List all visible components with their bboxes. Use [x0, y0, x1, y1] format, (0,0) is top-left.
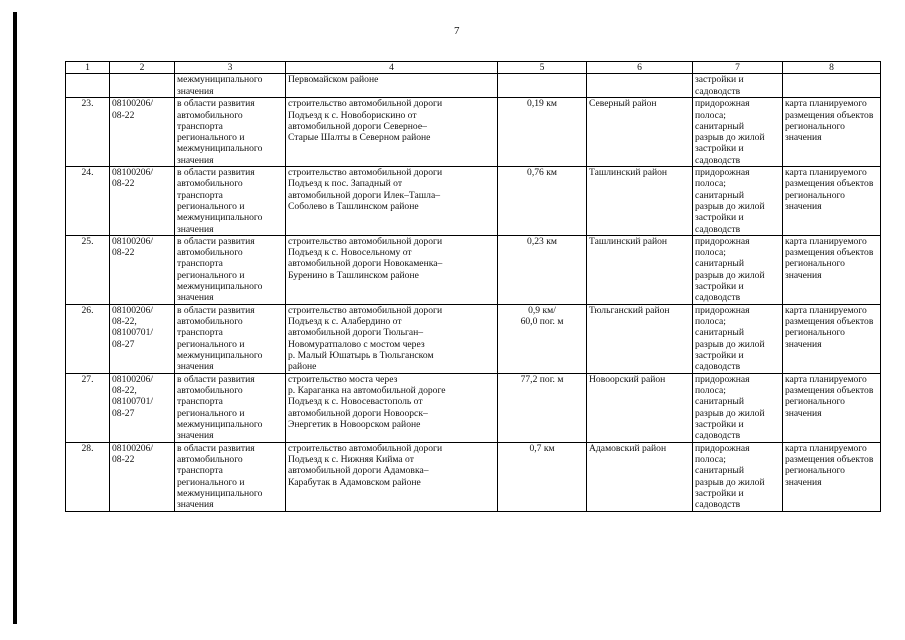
cell-num: 27.	[66, 373, 110, 442]
table-row	[66, 235, 881, 304]
cell-district: Адамовский район	[587, 442, 693, 511]
column-number: 5	[498, 62, 587, 74]
binding-margin-bar	[13, 12, 17, 624]
cell-num: 24.	[66, 167, 110, 236]
cell-map: карта планируемого размещения объектов регионального значения	[783, 98, 881, 167]
cell-length	[498, 74, 587, 98]
cell-object: строительство автомобильной дороги Подъезд к пос. Западный от автомобильной дороги Илек–Ташла– Соболево в Ташлинском районе	[286, 167, 498, 236]
cell-zones: придорожная полоса; санитарный разрыв до жилой застройки и садоводств	[693, 167, 783, 236]
cell-code	[110, 74, 175, 98]
column-number: 1	[66, 62, 110, 74]
cell-map: карта планируемого размещения объектов регионального значения	[783, 373, 881, 442]
cell-purpose: межмуниципального значения	[175, 74, 286, 98]
column-number: 4	[286, 62, 498, 74]
column-number: 2	[110, 62, 175, 74]
cell-zones: придорожная полоса; санитарный разрыв до жилой застройки и садоводств	[693, 235, 783, 304]
cell-length: 0,19 км	[498, 98, 587, 167]
table-row	[66, 98, 881, 167]
cell-num: 28.	[66, 442, 110, 511]
cell-code: 08100206/ 08-22	[110, 235, 175, 304]
column-number: 3	[175, 62, 286, 74]
continuation-row	[66, 74, 881, 98]
table-row	[66, 373, 881, 442]
cell-length: 0,7 км	[498, 442, 587, 511]
cell-code: 08100206/ 08-22	[110, 442, 175, 511]
cell-object: Первомайском районе	[286, 74, 498, 98]
cell-purpose: в области развития автомобильного транспорта регионального и межмуниципального значения	[175, 304, 286, 373]
table-row	[66, 442, 881, 511]
cell-length: 0,23 км	[498, 235, 587, 304]
cell-length: 77,2 пог. м	[498, 373, 587, 442]
cell-zones: придорожная полоса; санитарный разрыв до жилой застройки и садоводств	[693, 304, 783, 373]
table-row	[66, 167, 881, 236]
cell-num: 23.	[66, 98, 110, 167]
cell-num: 25.	[66, 235, 110, 304]
column-number: 6	[587, 62, 693, 74]
cell-map: карта планируемого размещения объектов регионального значения	[783, 304, 881, 373]
cell-object: строительство автомобильной дороги Подъезд к с. Новоборискино от автомобильной дороги Северное– Старые Шалты в Северном районе	[286, 98, 498, 167]
cell-object: строительство автомобильной дороги Подъезд к с. Алабердино от автомобильной дороги Тюльган– Новомуратпалово с мостом через р. Малый Юшатырь в Тюльганском районе	[286, 304, 498, 373]
cell-purpose: в области развития автомобильного транспорта регионального и межмуниципального значения	[175, 373, 286, 442]
cell-num: 26.	[66, 304, 110, 373]
column-number: 8	[783, 62, 881, 74]
cell-district: Новоорский район	[587, 373, 693, 442]
page-number: 7	[454, 25, 460, 37]
cell-map: карта планируемого размещения объектов регионального значения	[783, 167, 881, 236]
cell-purpose: в области развития автомобильного транспорта регионального и межмуниципального значения	[175, 235, 286, 304]
cell-district: Ташлинский район	[587, 167, 693, 236]
cell-map: карта планируемого размещения объектов регионального значения	[783, 442, 881, 511]
cell-code: 08100206/ 08-22, 08100701/ 08-27	[110, 304, 175, 373]
cell-length: 0,76 км	[498, 167, 587, 236]
cell-purpose: в области развития автомобильного транспорта регионального и межмуниципального значения	[175, 98, 286, 167]
cell-zones: придорожная полоса; санитарный разрыв до жилой застройки и садоводств	[693, 373, 783, 442]
cell-district: Тюльганский район	[587, 304, 693, 373]
table-row	[66, 304, 881, 373]
cell-district	[587, 74, 693, 98]
cell-object: строительство автомобильной дороги Подъезд к с. Нижняя Кийма от автомобильной дороги Адамовка– Карабутак в Адамовском районе	[286, 442, 498, 511]
cell-purpose: в области развития автомобильного транспорта регионального и межмуниципального значения	[175, 442, 286, 511]
cell-length: 0,9 км/ 60,0 пог. м	[498, 304, 587, 373]
cell-map: карта планируемого размещения объектов регионального значения	[783, 235, 881, 304]
cell-code: 08100206/ 08-22, 08100701/ 08-27	[110, 373, 175, 442]
cell-zones: придорожная полоса; санитарный разрыв до жилой застройки и садоводств	[693, 442, 783, 511]
cell-district: Ташлинский район	[587, 235, 693, 304]
cell-code: 08100206/ 08-22	[110, 167, 175, 236]
cell-map	[783, 74, 881, 98]
cell-district: Северный район	[587, 98, 693, 167]
cell-zones: застройки и садоводств	[693, 74, 783, 98]
column-number-row	[66, 62, 881, 74]
planned-objects-table	[65, 61, 881, 512]
cell-purpose: в области развития автомобильного транспорта регионального и межмуниципального значения	[175, 167, 286, 236]
cell-object: строительство моста через р. Караганка на автомобильной дороге Подъезд к с. Новосевастополь от автомобильной дороги Новоорск– Энергетик в Новоорском районе	[286, 373, 498, 442]
cell-code: 08100206/ 08-22	[110, 98, 175, 167]
column-number: 7	[693, 62, 783, 74]
cell-zones: придорожная полоса; санитарный разрыв до жилой застройки и садоводств	[693, 98, 783, 167]
cell-object: строительство автомобильной дороги Подъезд к с. Новосельному от автомобильной дороги Новокаменка– Буренино в Ташлинском районе	[286, 235, 498, 304]
cell-num	[66, 74, 110, 98]
